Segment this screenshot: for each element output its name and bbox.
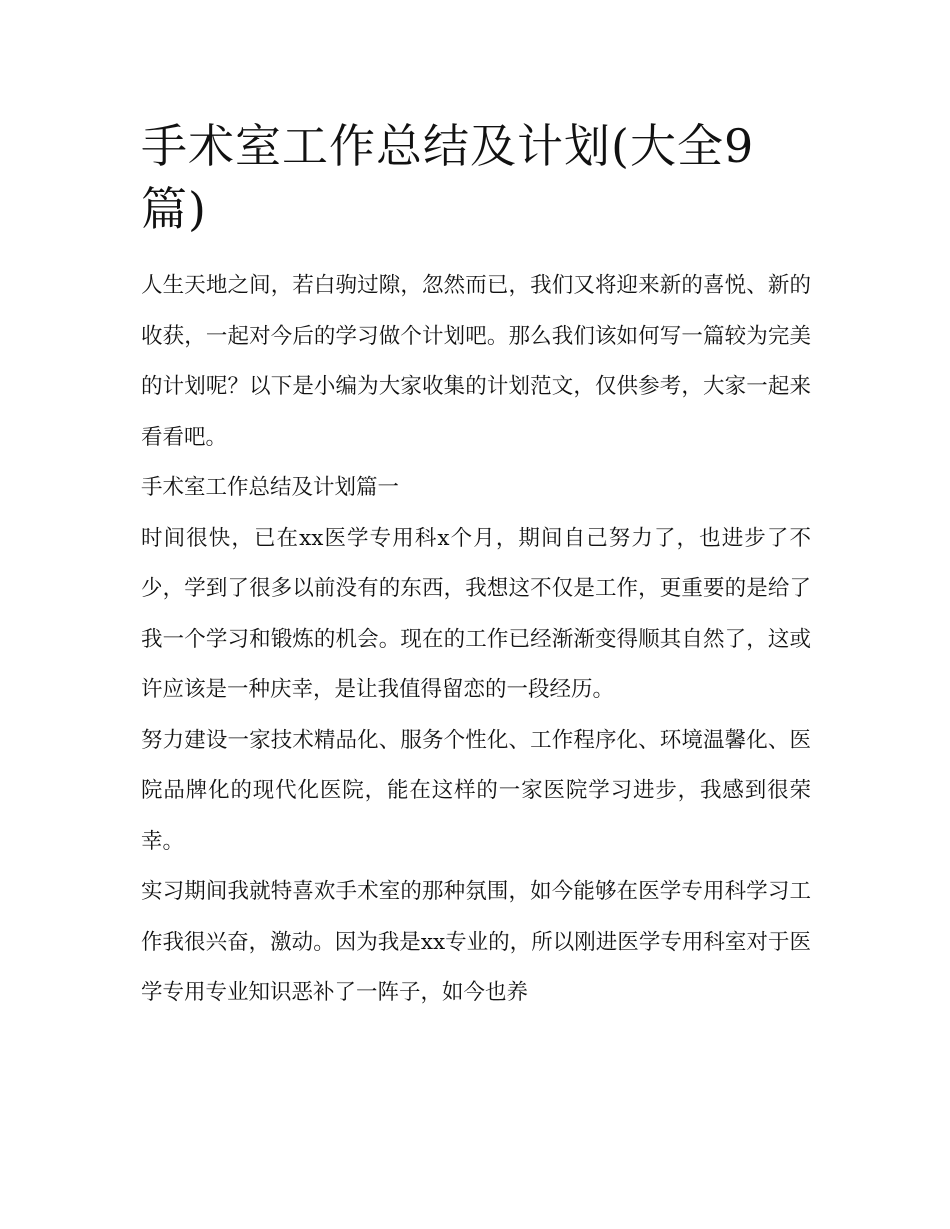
body-paragraph: 努力建设一家技术精品化、服务个性化、工作程序化、环境温馨化、医院品牌化的现代化医院，能在这样的一家医院学习进步，我感到很荣幸。: [141, 727, 811, 854]
body-paragraph: 时间很快，已在xx医学专用科x个月，期间自己努力了，也进步了不少，学到了很多以前没有的东西，我想这不仅是工作，更重要的是给了我一个学习和锻炼的机会。现在的工作已经渐渐变得顺其自然了，这或许应该是一种庆幸，是让我值得留恋的一段经历。: [141, 525, 811, 702]
document-title: 手术室工作总结及计划(大全9篇): [141, 119, 755, 236]
body-paragraph: 实习期间我就特喜欢手术室的那种氛围，如今能够在医学专用科学习工作我很兴奋，激动。因为我是xx专业的，所以刚进医学专用科室对于医学专用专业知识恶补了一阵子，如今也养: [141, 879, 811, 1005]
section-heading: 手术室工作总结及计划篇一: [141, 475, 400, 500]
intro-paragraph: 人生天地之间，若白驹过隙，忽然而已，我们又将迎来新的喜悦、新的收获，一起对今后的学习做个计划吧。那么我们该如何写一篇较为完美的计划呢？以下是小编为大家收集的计划范文，仅供参考，大家一起来看看吧。: [141, 273, 811, 450]
document-body: [141, 115, 811, 1019]
